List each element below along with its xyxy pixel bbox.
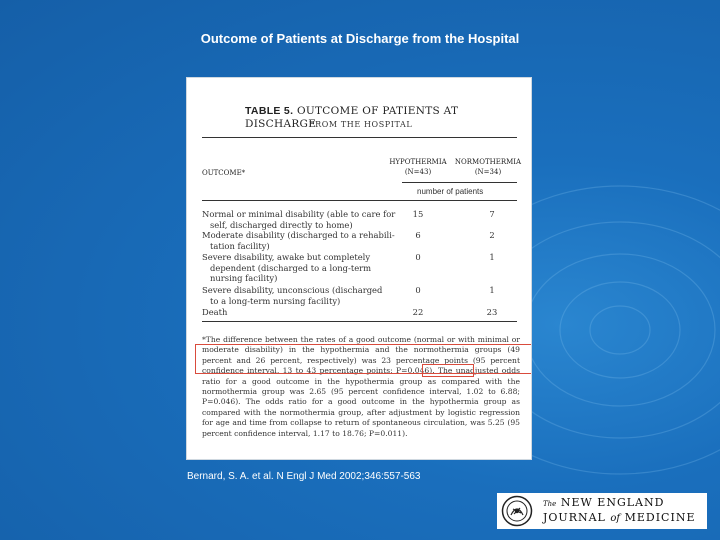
- row-text: Moderate disability (discharged to a rehabili-: [202, 230, 395, 240]
- table-row-label: [202, 285, 402, 306]
- table-cell-normo: 1: [489, 252, 495, 262]
- table-row-label: [202, 252, 402, 284]
- table-label: TABLE 5.: [245, 105, 294, 117]
- logo-line2: [543, 511, 695, 524]
- row-text: Normal or minimal disability (able to care for: [202, 209, 396, 219]
- table-cell-normo: 1: [489, 285, 495, 295]
- row-text: tation facility): [210, 240, 270, 251]
- highlight-box-pvalue: [422, 364, 474, 377]
- nejm-seal-icon: [501, 495, 533, 527]
- table-cell-hypo: 0: [415, 252, 421, 262]
- table-cell-hypo: 15: [412, 209, 424, 219]
- top-rule: [202, 137, 517, 138]
- table-row-label: [202, 307, 402, 318]
- table-cell-normo: 2: [489, 230, 495, 240]
- col-hypo-n: (N=43): [404, 168, 432, 176]
- table-footnote: *The difference between the rates of a good outcome (normal or with minimal or moderate disability) in the hypothermia and the normothermia groups (49 percent and 26 percent, respectively) was 23 percentage points (95 percent confidence interval, 13 to 43 percentage points; P=0.046). The unadjusted odds ratio for a good outcome in the hypothermia group as compared with the normothermia group was 2.65 (95 percent confidence interval, 1.02 to 6.88; P=0.046). The odds ratio for a good outcome in the hypothermia group as compared with the normothermia group, after adjustment by logistic regression for age and time from collapse to return of spontaneous circulation, was 5.25 (95 percent confidence interval, 1.17 to 18.76; P=0.011).: [202, 335, 520, 438]
- table-cell-normo: 23: [486, 307, 498, 317]
- row-text: Death: [202, 307, 228, 317]
- col-header-hypothermia: [383, 157, 453, 177]
- col-hypo-label: HYPOTHERMIA: [389, 158, 447, 166]
- col-header-normothermia: [449, 157, 527, 177]
- slide-title: Outcome of Patients at Discharge from the Hospital: [200, 31, 520, 46]
- col-normo-label: NORMOTHERMIA: [454, 158, 522, 166]
- table-title-line2: FROM THE HOSPITAL: [309, 120, 413, 129]
- highlight-box-rates: [195, 344, 532, 374]
- header-subrule: [402, 182, 517, 183]
- table-document: [186, 77, 532, 460]
- logo-of: of: [610, 513, 621, 524]
- row-text: Severe disability, awake but completely: [202, 252, 371, 262]
- table-cell-hypo: 6: [415, 230, 421, 240]
- bottom-rule: [202, 321, 517, 322]
- table-title-line1: OUTCOME OF PATIENTS AT DISCHARGE: [245, 105, 459, 130]
- row-text: nursing facility): [210, 273, 278, 283]
- table-row-label: [202, 209, 402, 230]
- table-row-label: [202, 230, 402, 251]
- row-text: dependent (discharged to a long-term: [210, 262, 372, 273]
- col-normo-n: (N=34): [474, 168, 502, 176]
- table-cell-normo: 7: [489, 209, 495, 219]
- row-text: self, discharged directly to home): [210, 219, 353, 230]
- header-rule: [202, 200, 517, 201]
- row-text: to a long-term nursing facility): [210, 295, 341, 306]
- citation: Bernard, S. A. et al. N Engl J Med 2002;346:557-563: [187, 471, 421, 482]
- unit-label: number of patients: [417, 187, 484, 196]
- logo-medicine: MEDICINE: [624, 511, 696, 524]
- row-text: Severe disability, unconscious (discharged: [202, 285, 383, 295]
- nejm-logo: [497, 493, 707, 529]
- col-header-outcome: OUTCOME*: [202, 169, 246, 177]
- logo-line1: [543, 496, 664, 509]
- table-cell-hypo: 0: [415, 285, 421, 295]
- logo-new-england: NEW ENGLAND: [560, 496, 665, 509]
- logo-the: The: [543, 500, 557, 508]
- logo-journal: JOURNAL: [543, 511, 606, 524]
- table-cell-hypo: 22: [412, 307, 424, 317]
